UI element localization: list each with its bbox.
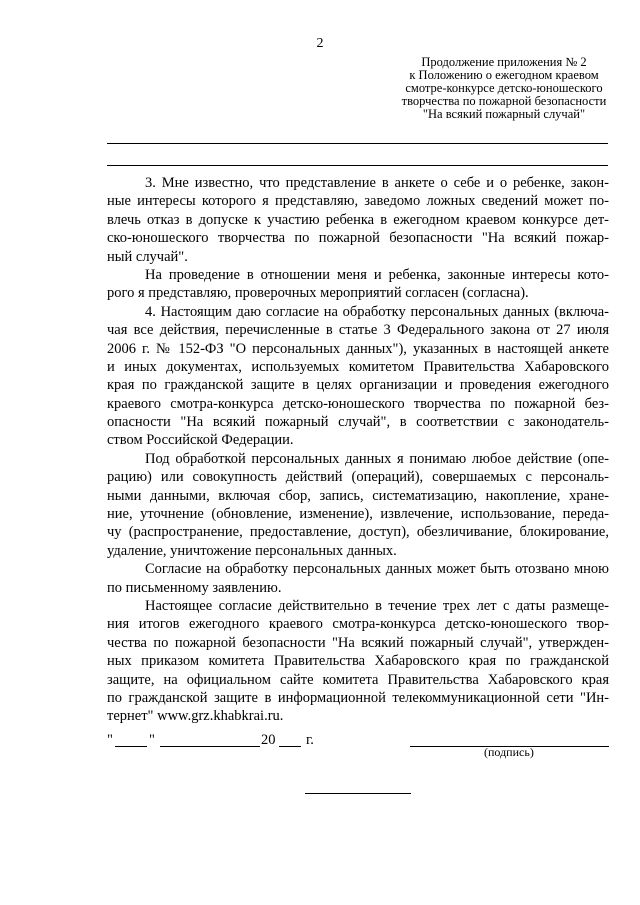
appendix-header-line: "На всякий пожарный случай" [422, 107, 586, 121]
appendix-header-line: творчества по пожарной безопасности [401, 94, 607, 108]
text-line: ные интересы которого я представляю, заведомо ложных сведений может по- [107, 193, 609, 210]
text-line: по письменному заявлению. [107, 579, 282, 596]
text-line: чая все действия, перечисленные в статье 3 Федерального закона от 27 июля [107, 322, 609, 339]
appendix-header-line: смотре-конкурсе детско-юношеского [405, 81, 603, 95]
text-line: Под обработкой персональных данных я понимаю любое действие (опе- [145, 450, 609, 467]
date-quote-open: " [107, 732, 113, 748]
appendix-header-line: Продолжение приложения № 2 [421, 55, 587, 69]
text-line: ных приказом комитета Правительства Хабаровского края по гражданской [107, 653, 609, 670]
appendix-header-line: к Положению о ежегодном краевом [409, 68, 599, 82]
text-line: На проведение в отношении меня и ребенка, законные интересы кото- [145, 266, 609, 283]
date-signature-block [107, 732, 609, 792]
text-line: 2006 г. № 152-ФЗ "О персональных данных"), указанных в настоящей анкете [107, 340, 609, 357]
month-blank [160, 746, 260, 747]
text-line: чу (распространение, предоставление, доступ), обезличивание, блокирование, [107, 524, 609, 541]
text-line: и иных документах, используемых комитетом Правительства Хабаровского [107, 358, 609, 375]
text-line: тернет" www.grz.khabkrai.ru. [107, 708, 284, 725]
text-line: влечь отказ в допуске к участию ребенка в ежегодном краевом конкурсе дет- [107, 211, 609, 228]
consent-text [107, 174, 609, 726]
text-line: 4. Настоящим даю согласие на обработку персональных данных (включа- [145, 303, 609, 320]
text-line: защите, на официальном сайте комитета Правительства Хабаровского края [107, 671, 609, 688]
text-line: ско-юношеского творчества по пожарной безопасности "На всякий пожар- [107, 230, 609, 247]
text-line: ния итогов ежегодного краевого смотра-конкурса детско-юношеского твор- [107, 616, 609, 633]
text-line: ством Российской Федерации. [107, 432, 294, 449]
appendix-header [384, 56, 624, 121]
closing-rule [305, 793, 411, 794]
text-line: 3. Мне известно, что представление в анкете о себе и о ребенке, закон- [145, 175, 609, 191]
text-line: рацию) или совокупность действий (операций), совершаемых с персональ- [107, 469, 609, 486]
text-line: по гражданской защите в информационной телекоммуникационной сети "Ин- [107, 689, 609, 706]
text-line: ными данными, включая сбор, запись, систематизацию, накопление, хране- [107, 487, 609, 504]
text-line: ние, уточнение (обновление, изменение), извлечение, использование, переда- [107, 506, 609, 523]
year-suffix: г. [306, 732, 314, 748]
text-line: удаление, уничтожение персональных данных. [107, 542, 397, 559]
text-line: Настоящее согласие действительно в течение трех лет с даты размеще- [145, 597, 609, 614]
date-quote-close: " [149, 732, 155, 748]
text-line: рого я представляю, проверочных мероприятий согласен (согласна). [107, 285, 529, 302]
text-line: чества по пожарной безопасности "На всякий пожарный случай", утвержден- [107, 634, 609, 651]
blank-fill-line [107, 143, 608, 144]
text-line: опасности "На всякий пожарный случай", в соответствии с законодатель- [107, 414, 609, 431]
signature-caption: (подпись) [484, 745, 534, 759]
page-number: 2 [316, 36, 324, 51]
text-line: ный случай". [107, 248, 188, 265]
day-blank [115, 746, 147, 747]
year-blank [279, 746, 301, 747]
text-line: края по гражданской защите в целях организации и проведения ежегодного [107, 377, 609, 394]
text-line: краевого смотра-конкурса детско-юношеского творчества по пожарной без- [107, 395, 609, 412]
year-prefix: 20 [261, 732, 276, 748]
blank-fill-line [107, 165, 608, 166]
text-line: Согласие на обработку персональных данных может быть отозвано мною [145, 561, 609, 578]
